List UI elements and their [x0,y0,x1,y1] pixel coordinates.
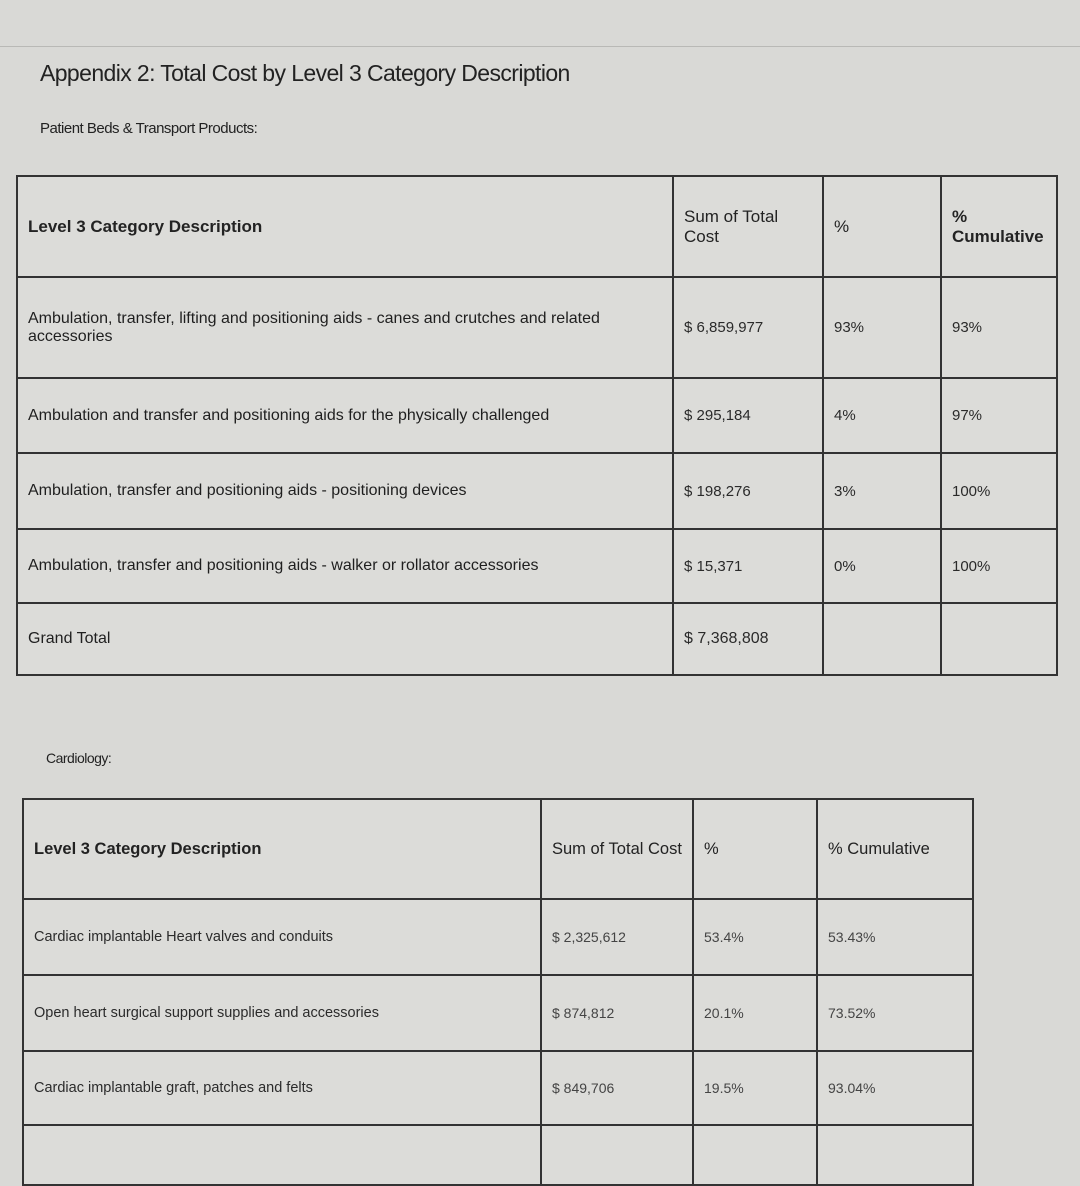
table-row [17,378,1057,453]
row-cumulative: 93% [941,277,1057,378]
table-row-cut-off [23,1125,973,1185]
row-percent: 93% [823,277,941,378]
row-description: Ambulation and transfer and positioning aids for the physically challenged [17,378,673,453]
row-cumulative: 97% [941,378,1057,453]
header-percent-cumulative: % Cumulative [817,799,973,899]
row-description: Cardiac implantable Heart valves and conduits [23,899,541,975]
row-percent: 4% [823,378,941,453]
row-percent: 3% [823,453,941,529]
table-row [17,529,1057,603]
row-description: Ambulation, transfer and positioning aids - positioning devices [17,453,673,529]
table-header-row [17,176,1057,277]
section-label-cardiology: Cardiology: [46,750,112,766]
header-percent: % [823,176,941,277]
row-percent: 20.1% [693,975,817,1051]
grand-total-cost: $ 7,368,808 [673,603,823,675]
table-row [23,899,973,975]
table-header-row [23,799,973,899]
row-cumulative-empty [817,1125,973,1185]
cardiology-table [22,798,974,1186]
table-row [17,277,1057,378]
section-label-patient-beds: Patient Beds & Transport Products: [40,120,258,137]
row-description-empty [23,1125,541,1185]
row-cost-empty [541,1125,693,1185]
patient-beds-table [16,175,1058,676]
header-sum-total-cost: Sum of Total Cost [541,799,693,899]
grand-total-percent-empty [823,603,941,675]
row-description: Cardiac implantable graft, patches and felts [23,1051,541,1125]
table-row [23,975,973,1051]
row-cost: $ 198,276 [673,453,823,529]
row-cumulative: 73.52% [817,975,973,1051]
table-row [23,1051,973,1125]
row-cost: $ 6,859,977 [673,277,823,378]
header-level3-description: Level 3 Category Description [17,176,673,277]
row-cost: $ 15,371 [673,529,823,603]
row-percent: 53.4% [693,899,817,975]
row-cost: $ 295,184 [673,378,823,453]
row-cumulative: 100% [941,453,1057,529]
row-cumulative: 53.43% [817,899,973,975]
row-percent-empty [693,1125,817,1185]
row-cumulative: 93.04% [817,1051,973,1125]
page-title: Appendix 2: Total Cost by Level 3 Category Description [40,60,570,86]
grand-total-cumulative-empty [941,603,1057,675]
row-description: Ambulation, transfer and positioning aids - walker or rollator accessories [17,529,673,603]
row-cost: $ 2,325,612 [541,899,693,975]
header-sum-total-cost: Sum of Total Cost [673,176,823,277]
header-percent-cumulative: % Cumulative [941,176,1057,277]
row-percent: 19.5% [693,1051,817,1125]
row-cost: $ 849,706 [541,1051,693,1125]
grand-total-label: Grand Total [17,603,673,675]
row-description: Open heart surgical support supplies and accessories [23,975,541,1051]
top-divider [0,46,1080,47]
header-level3-description: Level 3 Category Description [23,799,541,899]
row-cost: $ 874,812 [541,975,693,1051]
row-percent: 0% [823,529,941,603]
row-cumulative: 100% [941,529,1057,603]
row-description: Ambulation, transfer, lifting and positioning aids - canes and crutches and related accessories [17,277,673,378]
table-row [17,453,1057,529]
grand-total-row [17,603,1057,675]
header-percent: % [693,799,817,899]
